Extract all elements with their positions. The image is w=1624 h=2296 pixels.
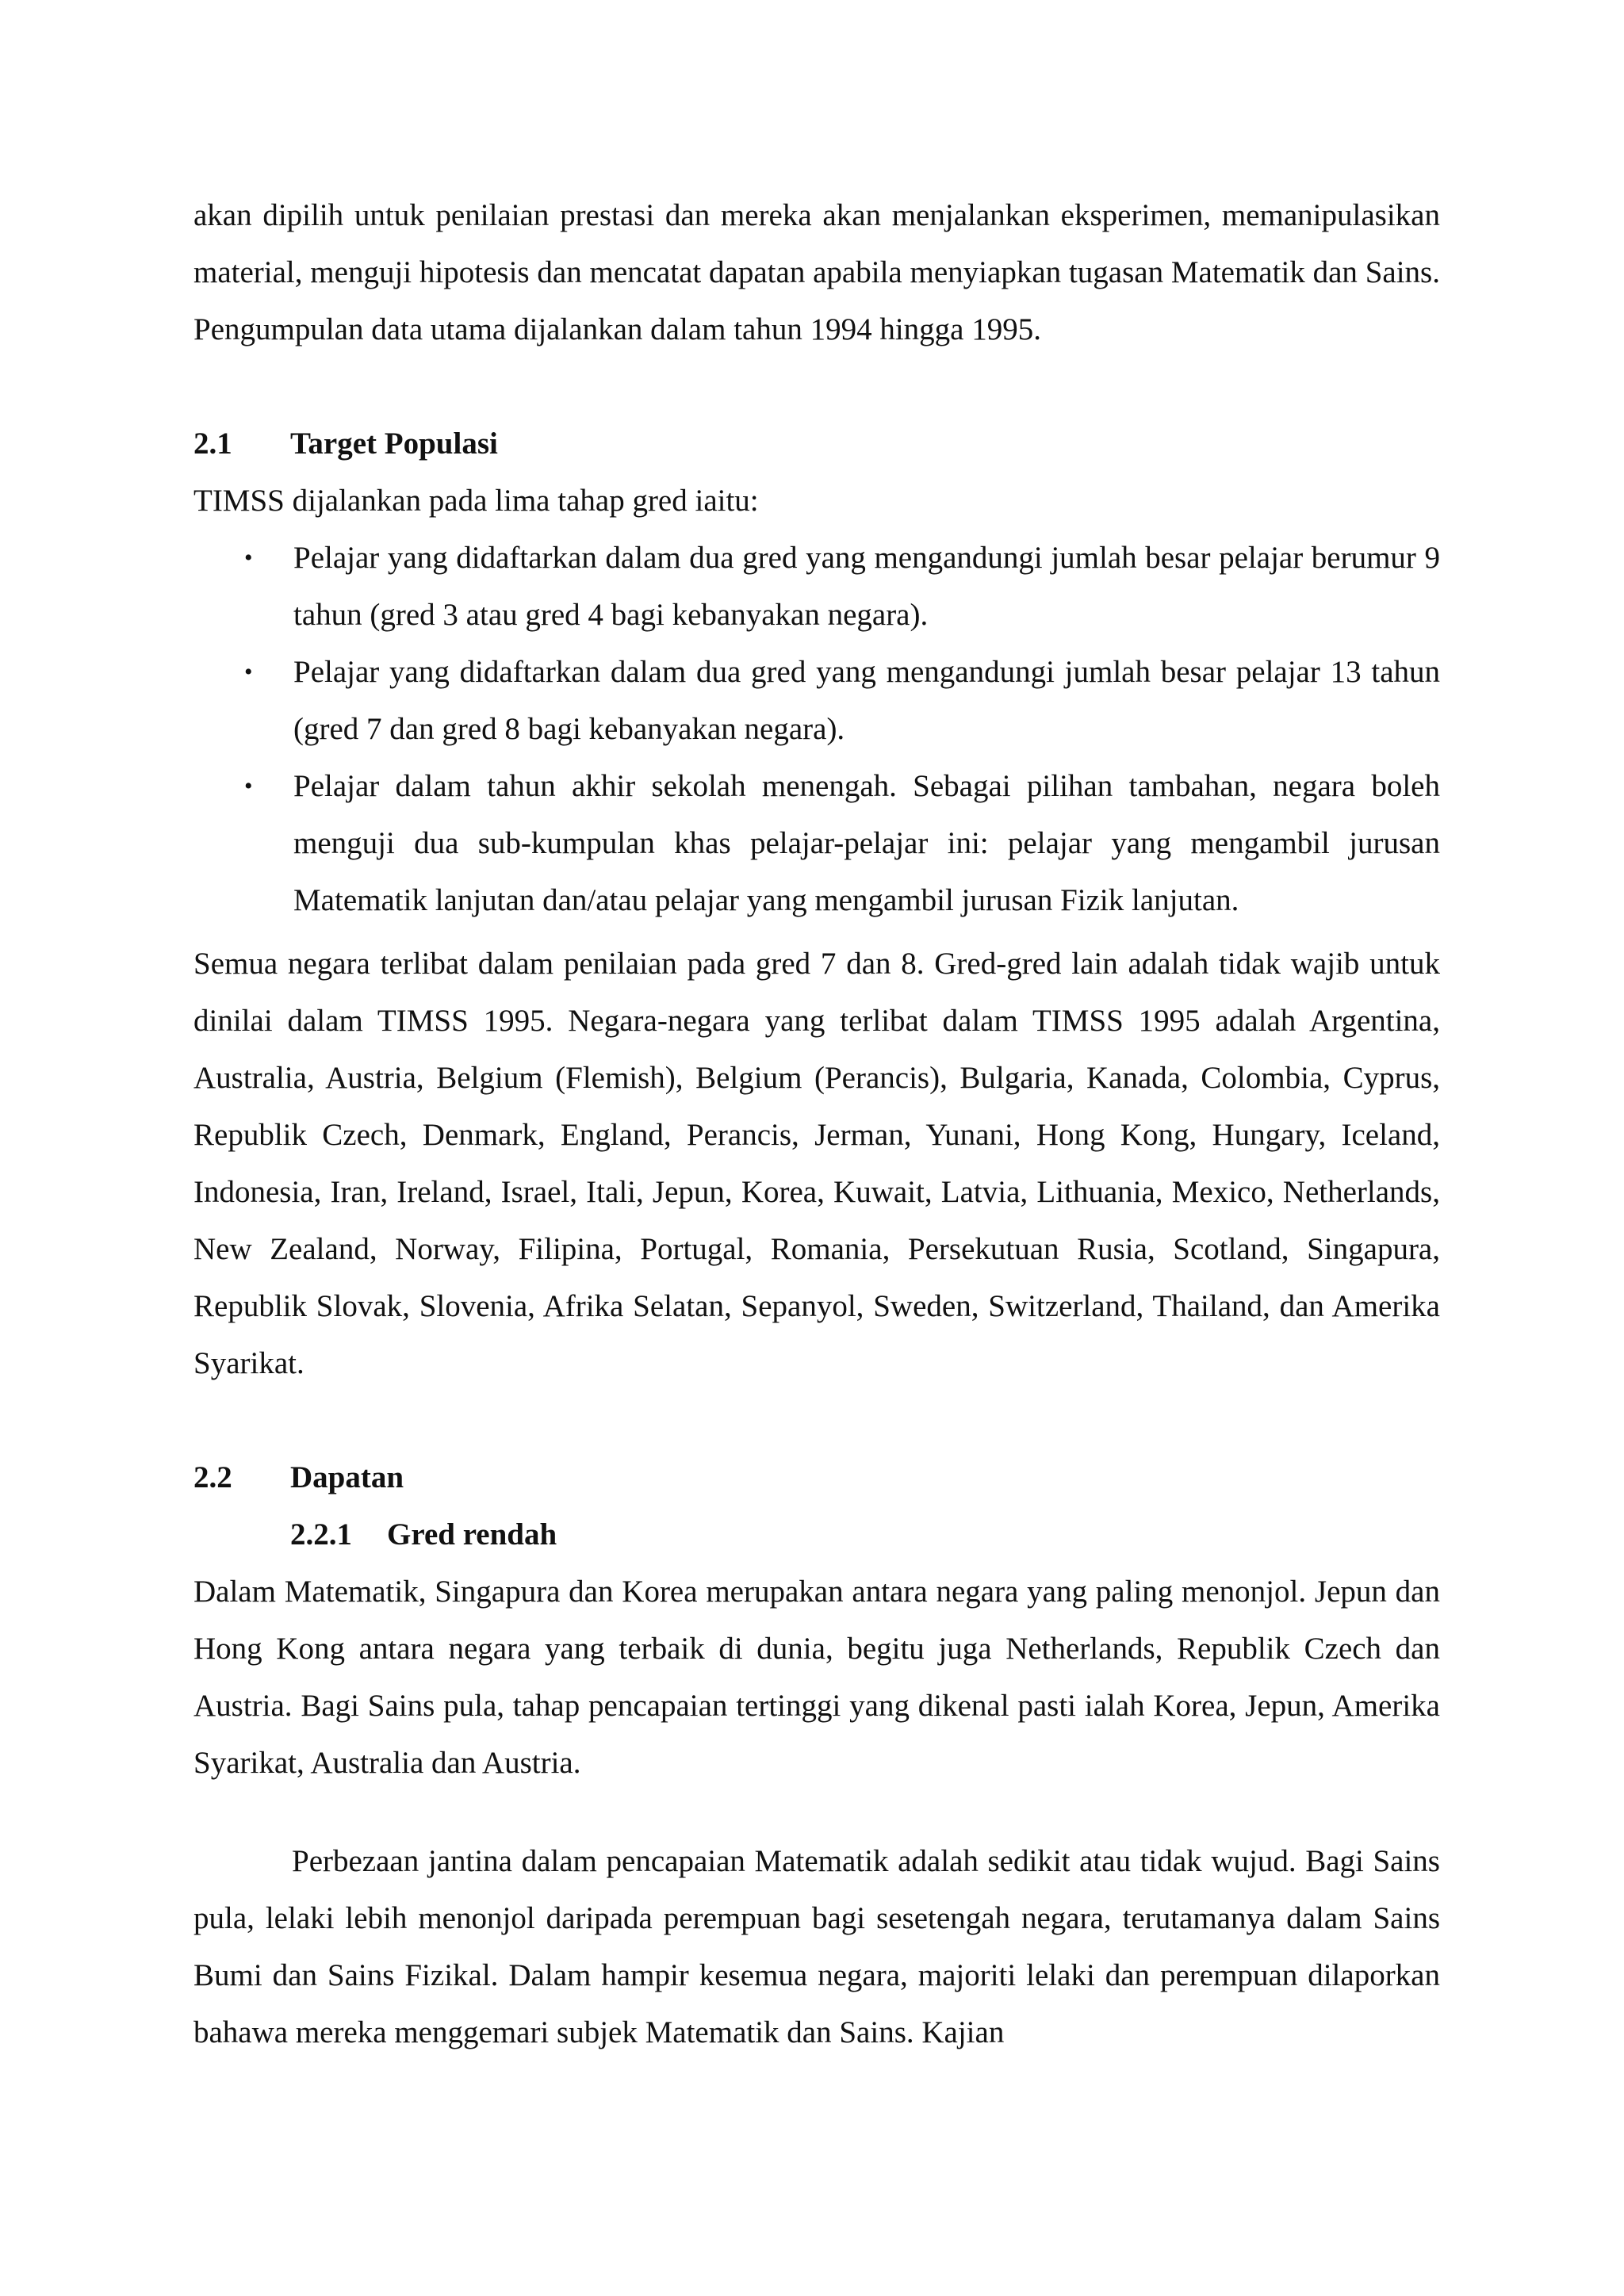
list-item-text: Pelajar yang didaftarkan dalam dua gred yang mengandungi jumlah besar pelajar berumur 9 tahun (gred 3 atau gred 4 bagi kebanyakan negara).	[293, 541, 1440, 632]
section-title: Target Populasi	[290, 427, 498, 461]
spacer	[193, 1792, 1440, 1833]
list-item	[244, 530, 1440, 644]
section-number: 2.2	[193, 1460, 232, 1494]
section-title: Dapatan	[290, 1460, 404, 1494]
grade-levels-list	[193, 530, 1440, 929]
subsection-number: 2.2.1	[290, 1517, 352, 1552]
list-item	[244, 758, 1440, 929]
list-item	[244, 644, 1440, 758]
spacer	[193, 929, 1440, 936]
document-page	[193, 187, 1440, 2061]
section-2-1-lead: TIMSS dijalankan pada lima tahap gred iaitu:	[193, 484, 759, 518]
section-number: 2.1	[193, 427, 232, 461]
bullet-icon: •	[244, 545, 253, 571]
section-2-2-heading	[193, 1449, 1440, 1506]
list-item-text: Pelajar yang didaftarkan dalam dua gred yang mengandungi jumlah besar pelajar 13 tahun (gred 7 dan gred 8 bagi kebanyakan negara).	[293, 655, 1440, 746]
spacer	[193, 358, 1440, 415]
intro-paragraph: akan dipilih untuk penilaian prestasi dan mereka akan menjalankan eksperimen, memanipulasikan material, menguji hipotesis dan mencatat dapatan apabila menyiapkan tugasan Matematik dan Sains. Pengumpulan data utama dijalankan dalam tahun 1994 hingga 1995.	[193, 198, 1440, 346]
section-2-1-heading	[193, 415, 1440, 473]
subsection-2-2-1-heading	[290, 1506, 1440, 1563]
bullet-icon: •	[244, 659, 253, 685]
subsection-title: Gred rendah	[387, 1517, 557, 1552]
findings-paragraph-1: Dalam Matematik, Singapura dan Korea merupakan antara negara yang paling menonjol. Jepun dan Hong Kong antara negara yang terbaik di dunia, begitu juga Netherlands, Republik Czech dan Austria. Bagi Sains pula, tahap pencapaian tertinggi yang dikenal pasti ialah Korea, Jepun, Amerika Syarikat, Australia dan Austria.	[193, 1575, 1440, 1780]
findings-paragraph-2: Perbezaan jantina dalam pencapaian Matematik adalah sedikit atau tidak wujud. Bagi Sains pula, lelaki lebih menonjol daripada perempuan bagi sesetengah negara, terutamanya dalam Sains Bumi dan Sains Fizikal. Dalam hampir kesemua negara, majoriti lelaki dan perempuan dilaporkan bahawa mereka menggemari subjek Matematik dan Sains. Kajian	[193, 1844, 1440, 2049]
spacer	[193, 1392, 1440, 1449]
bullet-icon: •	[244, 773, 253, 799]
list-item-text: Pelajar dalam tahun akhir sekolah menengah. Sebagai pilihan tambahan, negara boleh menguji dua sub-kumpulan khas pelajar-pelajar ini: pelajar yang mengambil jurusan Matematik lanjutan dan/atau pelajar yang mengambil jurusan Fizik lanjutan.	[293, 769, 1440, 917]
participating-countries-paragraph: Semua negara terlibat dalam penilaian pada gred 7 dan 8. Gred-gred lain adalah tidak wajib untuk dinilai dalam TIMSS 1995. Negara-negara yang terlibat dalam TIMSS 1995 adalah Argentina, Australia, Austria, Belgium (Flemish), Belgium (Perancis), Bulgaria, Kanada, Colombia, Cyprus, Republik Czech, Denmark, England, Perancis, Jerman, Yunani, Hong Kong, Hungary, Iceland, Indonesia, Iran, Ireland, Israel, Itali, Jepun, Korea, Kuwait, Latvia, Lithuania, Mexico, Netherlands, New Zealand, Norway, Filipina, Portugal, Romania, Persekutuan Rusia, Scotland, Singapura, Republik Slovak, Slovenia, Afrika Selatan, Sepanyol, Sweden, Switzerland, Thailand, dan Amerika Syarikat.	[193, 947, 1440, 1380]
